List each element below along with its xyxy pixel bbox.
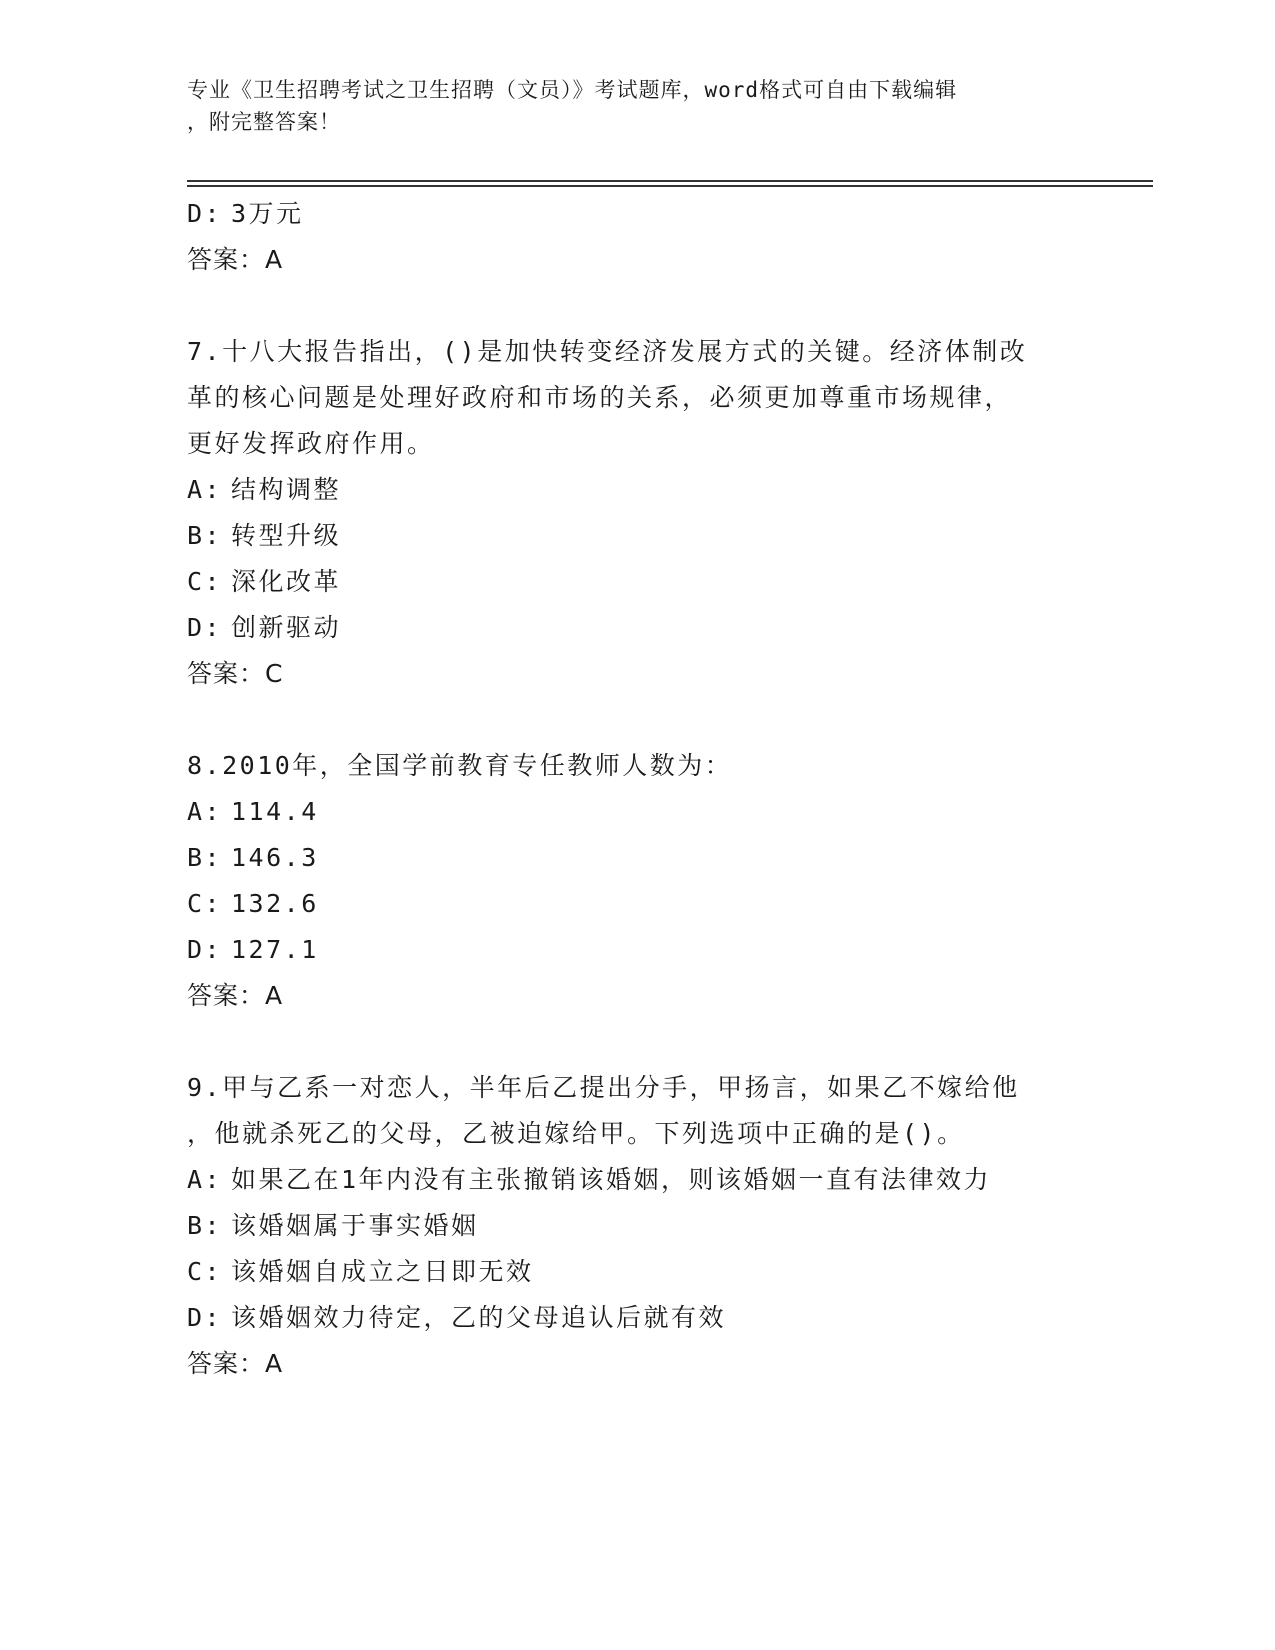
option-d [187, 605, 1067, 651]
question-text-line: 7.十八大报告指出，()是加快转变经济发展方式的关键。经济体制改 [187, 337, 1028, 366]
option-text: 该婚姻自成立之日即无效 [231, 1257, 534, 1286]
answer-line: 答案：A [187, 1349, 284, 1378]
question-text-line: 9.甲与乙系一对恋人，半年后乙提出分手，甲扬言，如果乙不嫁给他 [187, 1073, 1020, 1102]
option-d [187, 191, 1067, 237]
option-label: D: [187, 1303, 223, 1332]
spacer [187, 283, 1067, 329]
header-divider-top [187, 180, 1153, 182]
option-text: 127.1 [231, 935, 319, 964]
page-header [187, 74, 1067, 138]
option-label: D: [187, 613, 223, 642]
option-label: B: [187, 1211, 223, 1240]
question-text-line: ，他就杀死乙的父母，乙被迫嫁给甲。下列选项中正确的是()。 [187, 1119, 965, 1148]
option-label: C: [187, 1257, 223, 1286]
question-text-line: 8.2010年，全国学前教育专任教师人数为： [187, 751, 733, 780]
option-label: A: [187, 475, 223, 504]
option-text: 3万元 [231, 199, 304, 228]
option-d [187, 1295, 1067, 1341]
option-d [187, 927, 1067, 973]
question-text-line: 革的核心问题是处理好政府和市场的关系，必须更加尊重市场规律， [187, 383, 1013, 412]
document-body [187, 191, 1067, 1387]
option-a [187, 467, 1067, 513]
header-line-2: ，附完整答案！ [187, 110, 341, 134]
option-text: 如果乙在1年内没有主张撤销该婚姻，则该婚姻一直有法律效力 [231, 1165, 992, 1194]
option-c [187, 1249, 1067, 1295]
spacer [187, 697, 1067, 743]
option-text: 结构调整 [231, 475, 342, 504]
option-a [187, 789, 1067, 835]
option-text: 132.6 [231, 889, 319, 918]
option-label: B: [187, 521, 223, 550]
option-b [187, 835, 1067, 881]
spacer [187, 1019, 1067, 1065]
option-c [187, 881, 1067, 927]
option-text: 创新驱动 [231, 613, 342, 642]
option-label: B: [187, 843, 223, 872]
option-label: A: [187, 797, 223, 826]
option-text: 146.3 [231, 843, 319, 872]
option-label: C: [187, 567, 223, 596]
option-b [187, 1203, 1067, 1249]
answer-line: 答案：A [187, 245, 284, 274]
option-text: 转型升级 [231, 521, 342, 550]
option-c [187, 559, 1067, 605]
option-label: A: [187, 1165, 223, 1194]
question-9 [187, 1065, 1067, 1387]
question-text-line: 更好发挥政府作用。 [187, 429, 435, 458]
option-label: D: [187, 199, 223, 228]
option-b [187, 513, 1067, 559]
question-7 [187, 329, 1067, 697]
option-text: 该婚姻属于事实婚姻 [231, 1211, 479, 1240]
header-divider-bottom [187, 185, 1153, 187]
option-text: 该婚姻效力待定，乙的父母追认后就有效 [231, 1303, 727, 1332]
answer-line: 答案：C [187, 659, 284, 688]
option-label: D: [187, 935, 223, 964]
header-line-1: 专业《卫生招聘考试之卫生招聘（文员）》考试题库，word格式可自由下载编辑 [187, 78, 958, 102]
option-label: C: [187, 889, 223, 918]
option-text: 深化改革 [231, 567, 342, 596]
option-a [187, 1157, 1067, 1203]
question-8 [187, 743, 1067, 1019]
option-text: 114.4 [231, 797, 319, 826]
answer-line: 答案：A [187, 981, 284, 1010]
